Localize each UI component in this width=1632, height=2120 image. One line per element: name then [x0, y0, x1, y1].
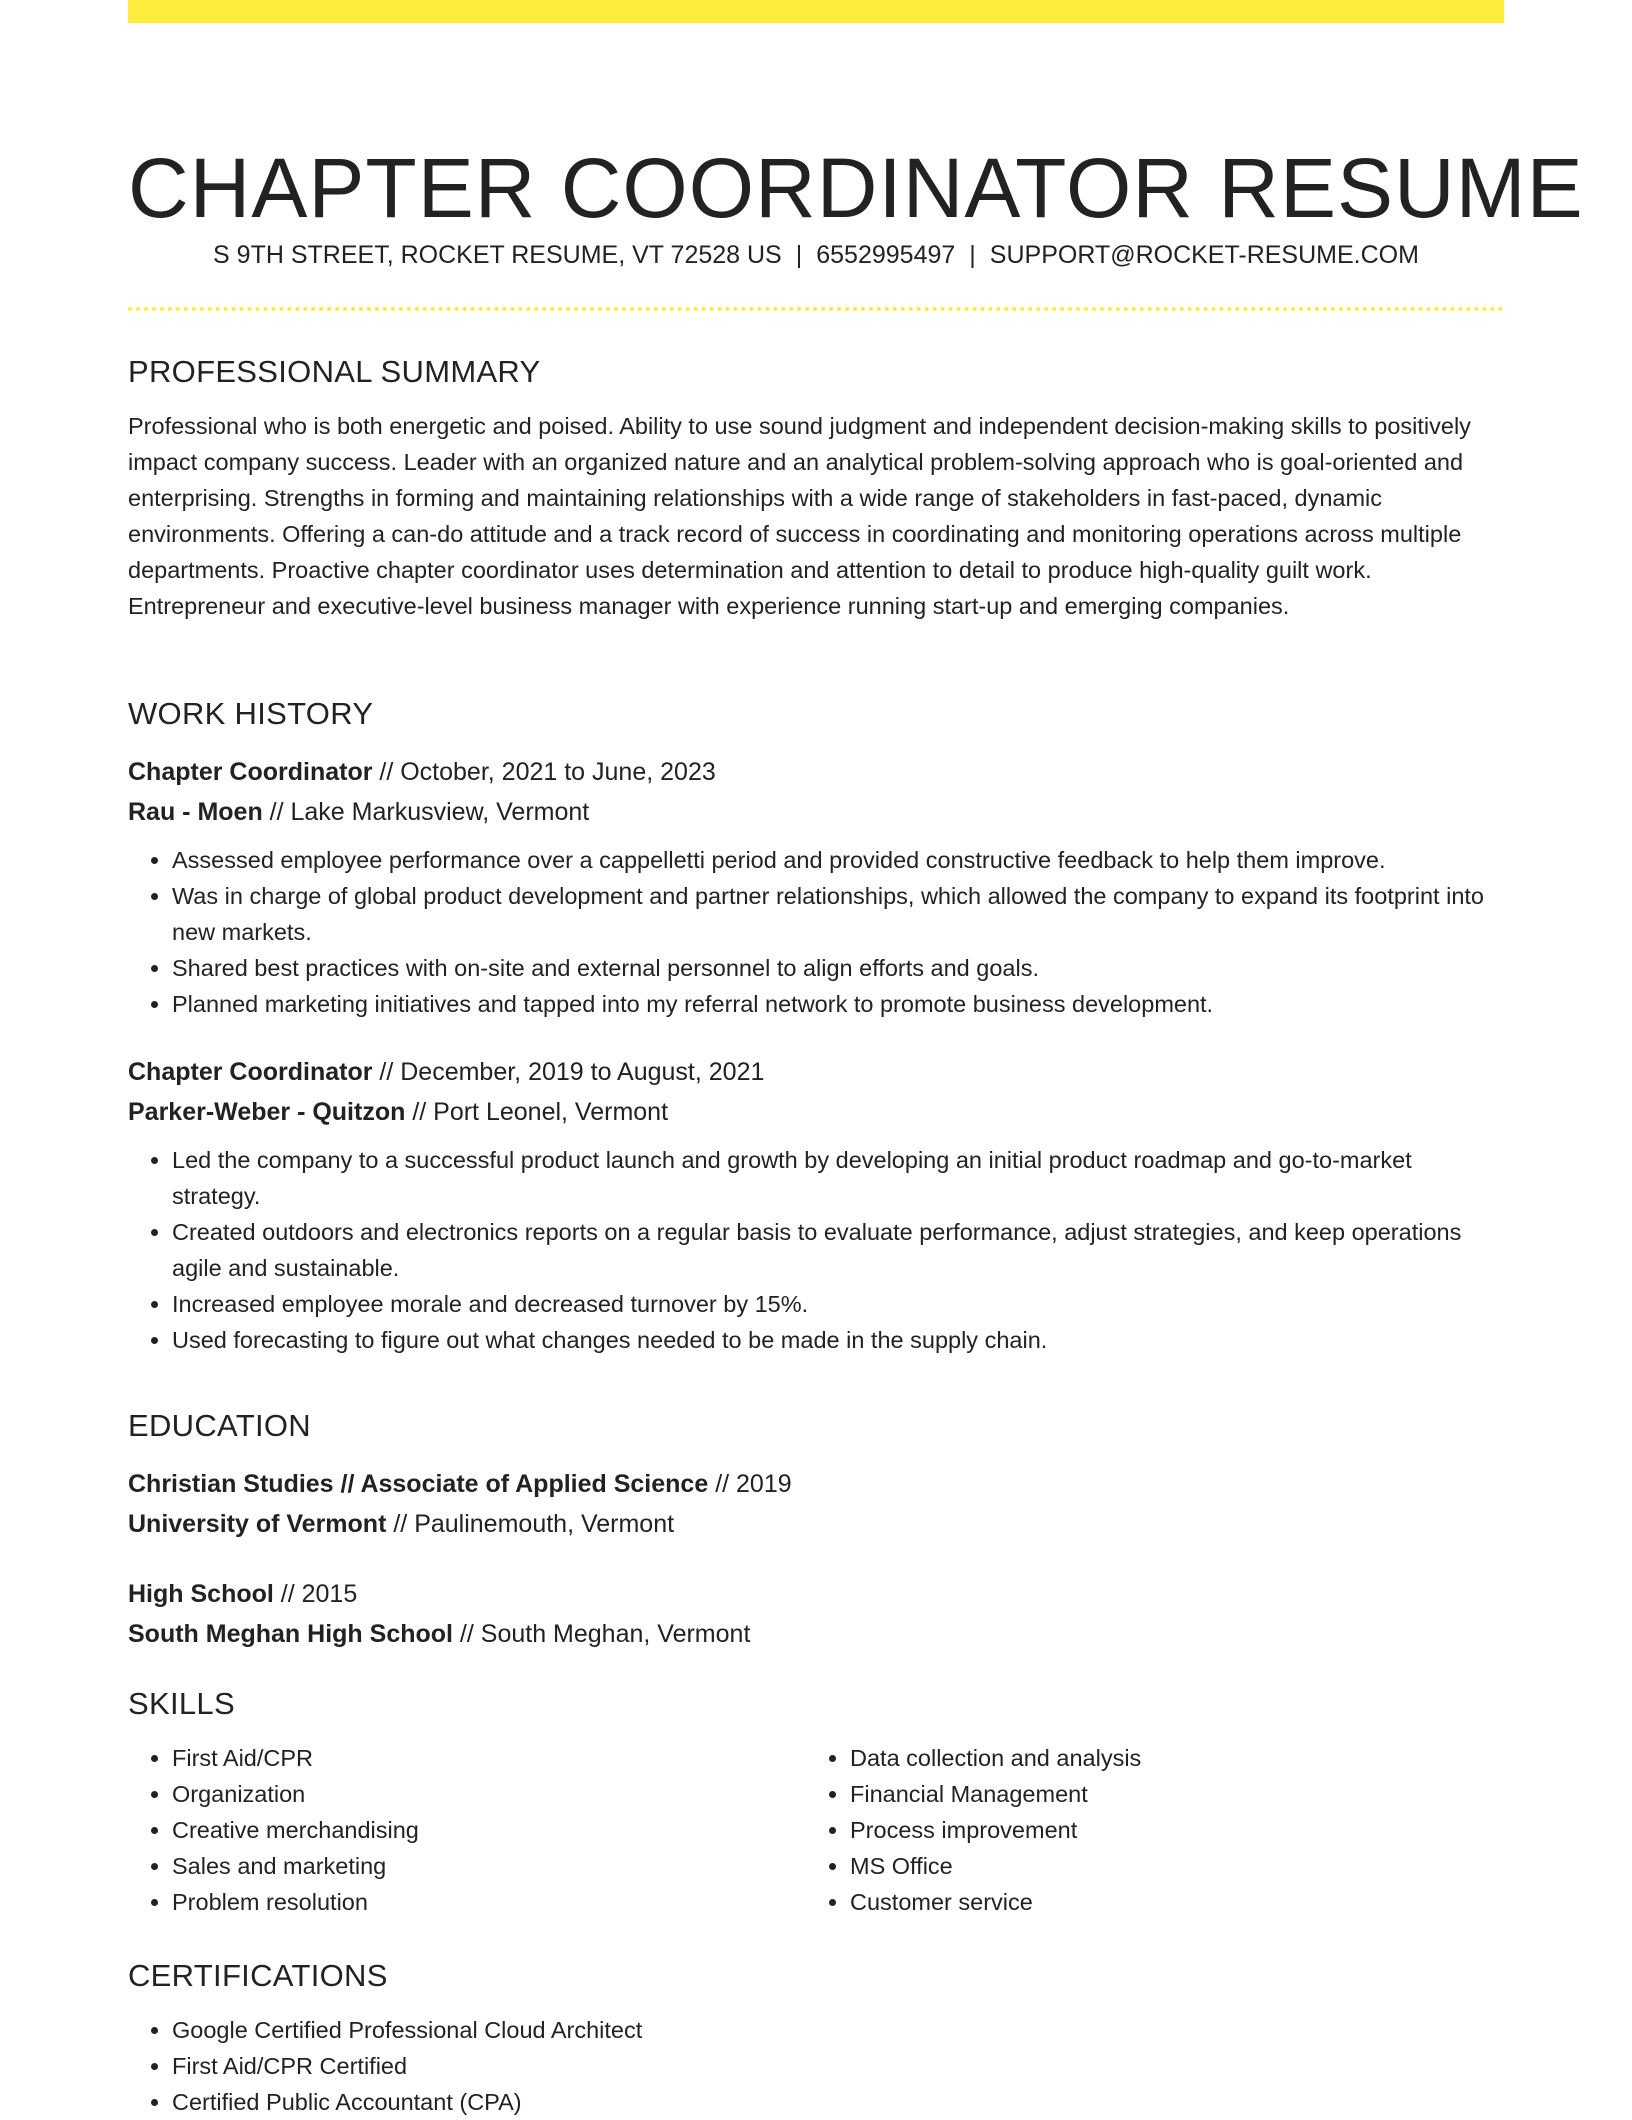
certifications-section	[128, 1956, 1504, 2120]
job-bullet: • Created outdoors and electronics reports on a regular basis to evaluate performance, adjust strategies, and keep operations agile and sustainable.	[172, 1214, 1504, 1286]
education-school: South Meghan High School	[128, 1620, 453, 1648]
skills-section	[128, 1684, 1504, 1920]
job-bullet: • Planned marketing initiatives and tapped into my referral network to promote business development.	[172, 986, 1504, 1022]
summary-section	[128, 352, 1504, 624]
job-location: // Lake Markusview, Vermont	[262, 798, 590, 826]
job-entry	[128, 752, 1504, 1022]
job-entry	[128, 1052, 1504, 1358]
education-location: // Paulinemouth, Vermont	[386, 1510, 675, 1538]
skills-heading: SKILLS	[128, 1686, 235, 1721]
resume-title: CHAPTER COORDINATOR RESUME	[128, 141, 1584, 236]
skills-columns	[128, 1740, 1504, 1920]
job-company: Rau - Moen	[128, 798, 263, 826]
education-school-line	[128, 1614, 1504, 1654]
contact-line	[128, 238, 1504, 272]
work-history-heading: WORK HISTORY	[128, 696, 374, 731]
education-year: // 2019	[708, 1470, 792, 1498]
skill-item: • First Aid/CPR	[172, 1740, 806, 1776]
job-dates: // December, 2019 to August, 2021	[372, 1058, 765, 1086]
skill-item: • Financial Management	[850, 1776, 1484, 1812]
contact-email[interactable]: SUPPORT@ROCKET-RESUME.COM	[989, 241, 1419, 269]
job-bullet: • Assessed employee performance over a cappelletti period and provided constructive feedback to help them improve.	[172, 842, 1504, 878]
certifications-heading: CERTIFICATIONS	[128, 1958, 388, 1993]
job-bullet: • Used forecasting to figure out what changes needed to be made in the supply chain.	[172, 1322, 1504, 1358]
contact-address: S 9TH STREET, ROCKET RESUME, VT 72528 US	[213, 241, 782, 269]
skills-column-right	[806, 1740, 1484, 1920]
skill-item: • Customer service	[850, 1884, 1484, 1920]
education-entry	[128, 1574, 1504, 1654]
education-degree: Christian Studies // Associate of Applied Science	[128, 1470, 709, 1498]
skills-column-left	[128, 1740, 806, 1920]
certification-item: • Certified Public Accountant (CPA)	[172, 2084, 1504, 2120]
skill-item: • Data collection and analysis	[850, 1740, 1484, 1776]
job-title-line	[128, 752, 1504, 792]
certifications-list	[128, 2012, 1504, 2120]
job-dates: // October, 2021 to June, 2023	[372, 758, 716, 786]
education-location: // South Meghan, Vermont	[452, 1620, 751, 1648]
skill-item: • Organization	[172, 1776, 806, 1812]
job-role: Chapter Coordinator	[128, 758, 373, 786]
education-heading: EDUCATION	[128, 1408, 311, 1443]
job-bullet: • Increased employee morale and decreased turnover by 15%.	[172, 1286, 1504, 1322]
skill-item: • Problem resolution	[172, 1884, 806, 1920]
contact-phone: 6552995497	[816, 241, 956, 269]
job-role: Chapter Coordinator	[128, 1058, 373, 1086]
contact-separator: |	[795, 241, 803, 269]
education-degree: High School	[128, 1580, 274, 1608]
certification-item: • First Aid/CPR Certified	[172, 2048, 1504, 2084]
resume-page	[128, 0, 1584, 2115]
education-year: // 2015	[273, 1580, 358, 1608]
job-location: // Port Leonel, Vermont	[405, 1098, 669, 1126]
skill-item: • MS Office	[850, 1848, 1484, 1884]
job-bullet: • Shared best practices with on-site and external personnel to align efforts and goals.	[172, 950, 1504, 986]
education-section	[128, 1406, 1504, 1654]
skill-item: • Sales and marketing	[172, 1848, 806, 1884]
education-school-line	[128, 1504, 1504, 1544]
dotted-divider	[128, 307, 1504, 311]
job-company: Parker-Weber - Quitzon	[128, 1098, 406, 1126]
job-bullets	[128, 1142, 1504, 1358]
skill-item: • Process improvement	[850, 1812, 1484, 1848]
job-bullets	[128, 842, 1504, 1022]
summary-text: Professional who is both energetic and poised. Ability to use sound judgment and independent decision-making skills to positively impact company success. Leader with an organized nature and an analytical problem-solving approach who is goal-oriented and enterprising. Strengths in forming and maintaining relationships with a wide range of stakeholders in fast-paced, dynamic environments. Offering a can-do attitude and a track record of success in coordinating and monitoring operations across multiple departments. Proactive chapter coordinator uses determination and attention to detail to produce high-quality guilt work. Entrepreneur and executive-level business manager with experience running start-up and emerging companies.	[128, 413, 1471, 619]
education-entry	[128, 1464, 1504, 1544]
work-history-section	[128, 694, 1504, 1358]
job-bullet: • Was in charge of global product development and partner relationships, which allowed the company to expand its footprint into new markets.	[172, 878, 1504, 950]
job-bullet: • Led the company to a successful product launch and growth by developing an initial product roadmap and go-to-market strategy.	[172, 1142, 1504, 1214]
summary-heading: PROFESSIONAL SUMMARY	[128, 354, 541, 389]
education-degree-line	[128, 1464, 1504, 1504]
accent-top-bar	[128, 0, 1504, 23]
certification-item: • Google Certified Professional Cloud Architect	[172, 2012, 1504, 2048]
skill-item: • Creative merchandising	[172, 1812, 806, 1848]
job-title-line	[128, 1052, 1504, 1092]
job-company-line	[128, 1092, 1504, 1132]
job-company-line	[128, 792, 1504, 832]
education-degree-line	[128, 1574, 1504, 1614]
education-school: University of Vermont	[128, 1510, 387, 1538]
contact-separator: |	[969, 241, 976, 269]
